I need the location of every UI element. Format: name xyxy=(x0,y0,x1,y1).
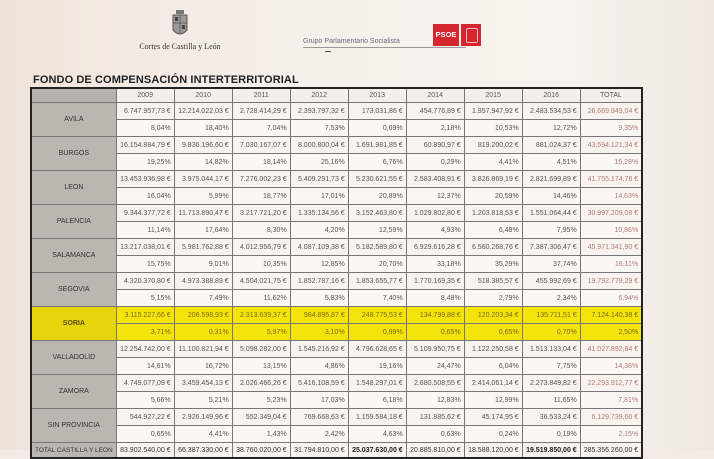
column-header: 2015 xyxy=(464,88,522,103)
amount-cell: 2.414.061,14 € xyxy=(464,375,522,392)
percent-cell: 0,99% xyxy=(348,324,406,341)
total-amount-cell: 41.027.892,84 € xyxy=(580,341,642,358)
amount-cell: 1.852.787,16 € xyxy=(290,273,348,290)
column-header: 2014 xyxy=(406,88,464,103)
percent-cell: 12,37% xyxy=(406,188,464,205)
amount-cell: 3.152.463,80 € xyxy=(348,205,406,222)
amount-cell: 7.030.167,07 € xyxy=(232,137,290,154)
amount-cell: 1.551.064,44 € xyxy=(522,205,580,222)
percent-cell: 18,40% xyxy=(174,120,232,137)
amount-cell: 2.583.408,91 € xyxy=(406,171,464,188)
amount-cell: 4.012.956,79 € xyxy=(232,239,290,256)
amount-cell: 552.349,04 € xyxy=(232,409,290,426)
percent-cell: 5,99% xyxy=(174,188,232,205)
percent-cell: 12,85% xyxy=(290,256,348,273)
percent-cell: 20,70% xyxy=(348,256,406,273)
percent-cell: 12,59% xyxy=(348,222,406,239)
table-row-amounts xyxy=(31,307,642,324)
column-header: 2009 xyxy=(116,88,174,103)
table-row-percents xyxy=(31,154,642,171)
percent-cell: 11,62% xyxy=(232,290,290,307)
table-row-amounts xyxy=(31,171,642,188)
amount-cell: 3.975.044,17 € xyxy=(174,171,232,188)
percent-cell: 10,53% xyxy=(464,120,522,137)
percent-cell: 15,75% xyxy=(116,256,174,273)
column-header: 2012 xyxy=(290,88,348,103)
percent-cell: 19,16% xyxy=(348,358,406,375)
column-header: 2016 xyxy=(522,88,580,103)
total-amount-cell: 25.037.630,00 € xyxy=(348,443,406,459)
rose-logo-icon xyxy=(461,24,481,46)
total-amount-cell: 45.971.341,90 € xyxy=(580,239,642,256)
amount-cell: 1.203.818,53 € xyxy=(464,205,522,222)
total-amount-cell: 19.519.850,00 € xyxy=(522,443,580,459)
province-label: AVILA xyxy=(31,103,116,137)
percent-cell: 4,86% xyxy=(290,358,348,375)
amount-cell: 2.393.797,32 € xyxy=(290,103,348,120)
amount-cell: 3.217.721,20 € xyxy=(232,205,290,222)
percent-cell: 0,19% xyxy=(522,426,580,443)
amount-cell: 6.560.268,76 € xyxy=(464,239,522,256)
amount-cell: 1.159.584,18 € xyxy=(348,409,406,426)
total-percent-cell: 14,38% xyxy=(580,358,642,375)
percent-cell: 9,01% xyxy=(174,256,232,273)
table-row-amounts xyxy=(31,375,642,392)
table-row-percents xyxy=(31,426,642,443)
percent-cell: 20,89% xyxy=(348,188,406,205)
percent-cell: 0,65% xyxy=(116,426,174,443)
percent-cell: 7,40% xyxy=(348,290,406,307)
column-header: 2011 xyxy=(232,88,290,103)
amount-cell: 5.098.282,00 € xyxy=(232,341,290,358)
percent-cell: 11,14% xyxy=(116,222,174,239)
percent-cell: 14,82% xyxy=(174,154,232,171)
percent-cell: 7,49% xyxy=(174,290,232,307)
amount-cell: 206.598,93 € xyxy=(174,307,232,324)
total-amount-cell: 43.594.121,34 € xyxy=(580,137,642,154)
amount-cell: 5.416.108,59 € xyxy=(290,375,348,392)
percent-cell: 6,18% xyxy=(348,392,406,409)
divider xyxy=(303,47,466,48)
percent-cell: 4,20% xyxy=(290,222,348,239)
amount-cell: 2.821.699,89 € xyxy=(522,171,580,188)
province-label: SALAMANCA xyxy=(31,239,116,273)
amount-cell: 5.409.291,73 € xyxy=(290,171,348,188)
amount-cell: 173.031,86 € xyxy=(348,103,406,120)
total-percent-cell: 16,11% xyxy=(580,256,642,273)
total-percent-cell: 2,15% xyxy=(580,426,642,443)
province-label: BURGOS xyxy=(31,137,116,171)
percent-cell: 3,10% xyxy=(290,324,348,341)
percent-cell: 0,29% xyxy=(406,154,464,171)
percent-cell: 12,99% xyxy=(464,392,522,409)
percent-cell: 35,29% xyxy=(464,256,522,273)
percent-cell: 16,04% xyxy=(116,188,174,205)
total-row xyxy=(31,443,642,459)
amount-cell: 8.000.800,04 € xyxy=(290,137,348,154)
province-label: LEON xyxy=(31,171,116,205)
table-row-amounts xyxy=(31,239,642,256)
amount-cell: 120.203,34 € xyxy=(464,307,522,324)
amount-cell: 881.024,37 € xyxy=(522,137,580,154)
total-percent-cell: 2,50% xyxy=(580,324,642,341)
province-label: PALENCIA xyxy=(31,205,116,239)
table-row-percents xyxy=(31,324,642,341)
percent-cell: 3,71% xyxy=(116,324,174,341)
amount-cell: 12.254.742,00 € xyxy=(116,341,174,358)
amount-cell: 518.385,57 € xyxy=(464,273,522,290)
amount-cell: 11.100.821,94 € xyxy=(174,341,232,358)
amount-cell: 984.895,87 € xyxy=(290,307,348,324)
table-row-amounts xyxy=(31,409,642,426)
amount-cell: 60.890,97 € xyxy=(406,137,464,154)
amount-cell: 5.109.950,75 € xyxy=(406,341,464,358)
percent-cell: 0,69% xyxy=(348,120,406,137)
total-percent-cell: 14,63% xyxy=(580,188,642,205)
divider-dash xyxy=(325,51,331,52)
total-amount-cell: 18.588.120,00 € xyxy=(464,443,522,459)
amount-cell: 12.214.022,03 € xyxy=(174,103,232,120)
amount-cell: 3.826.869,19 € xyxy=(464,171,522,188)
percent-cell: 18,77% xyxy=(232,188,290,205)
amount-cell: 36.533,24 € xyxy=(522,409,580,426)
total-percent-cell: 15,28% xyxy=(580,154,642,171)
percent-cell: 16,72% xyxy=(174,358,232,375)
table-row-percents xyxy=(31,290,642,307)
table-row-amounts xyxy=(31,341,642,358)
total-amount-cell: 66.387.330,00 € xyxy=(174,443,232,459)
amount-cell: 4.973.388,89 € xyxy=(174,273,232,290)
amount-cell: 6.747.957,73 € xyxy=(116,103,174,120)
amount-cell: 7.276.002,23 € xyxy=(232,171,290,188)
table-row-amounts xyxy=(31,205,642,222)
percent-cell: 13,15% xyxy=(232,358,290,375)
table-row-percents xyxy=(31,358,642,375)
column-header: TOTAL xyxy=(580,88,642,103)
amount-cell: 454.776,89 € xyxy=(406,103,464,120)
percent-cell: 12,83% xyxy=(406,392,464,409)
total-amount-cell: 83.902.540,00 € xyxy=(116,443,174,459)
amount-cell: 1.548.297,01 € xyxy=(348,375,406,392)
amount-cell: 2.026.466,26 € xyxy=(232,375,290,392)
percent-cell: 19,25% xyxy=(116,154,174,171)
amount-cell: 4.749.077,09 € xyxy=(116,375,174,392)
total-percent-cell: 10,86% xyxy=(580,222,642,239)
percent-cell: 7,75% xyxy=(522,358,580,375)
table-row-percents xyxy=(31,222,642,239)
percent-cell: 11,65% xyxy=(522,392,580,409)
percent-cell: 33,18% xyxy=(406,256,464,273)
province-label: ZAMORA xyxy=(31,375,116,409)
psoe-logo: PSOE xyxy=(433,24,459,46)
total-amount-cell: 22.293.912,77 € xyxy=(580,375,642,392)
percent-cell: 0,63% xyxy=(406,426,464,443)
percent-cell: 5,97% xyxy=(232,324,290,341)
header-row xyxy=(31,88,642,103)
province-label: SEGOVIA xyxy=(31,273,116,307)
province-label: SORIA xyxy=(31,307,116,341)
psoe-header xyxy=(303,27,463,47)
amount-cell: 5.981.762,88 € xyxy=(174,239,232,256)
fund-table xyxy=(30,87,643,459)
percent-cell: 17,03% xyxy=(290,392,348,409)
percent-cell: 7,53% xyxy=(290,120,348,137)
amount-cell: 1.853.655,77 € xyxy=(348,273,406,290)
percent-cell: 4,63% xyxy=(348,426,406,443)
amount-cell: 1.513.133,04 € xyxy=(522,341,580,358)
amount-cell: 455.992,69 € xyxy=(522,273,580,290)
percent-cell: 4,41% xyxy=(174,426,232,443)
percent-cell: 0,65% xyxy=(464,324,522,341)
total-percent-cell: 6,94% xyxy=(580,290,642,307)
amount-cell: 2.926.149,96 € xyxy=(174,409,232,426)
percent-cell: 20,59% xyxy=(464,188,522,205)
table-row-percents xyxy=(31,188,642,205)
percent-cell: 4,41% xyxy=(464,154,522,171)
amount-cell: 1.122.250,58 € xyxy=(464,341,522,358)
amount-cell: 5.230.621,55 € xyxy=(348,171,406,188)
table-row-percents xyxy=(31,256,642,273)
amount-cell: 3.115.227,66 € xyxy=(116,307,174,324)
percent-cell: 8,04% xyxy=(116,120,174,137)
percent-cell: 24,47% xyxy=(406,358,464,375)
amount-cell: 9.836.196,60 € xyxy=(174,137,232,154)
percent-cell: 0,70% xyxy=(522,324,580,341)
province-label: VALLADOLID xyxy=(31,341,116,375)
total-percent-cell: 9,35% xyxy=(580,120,642,137)
percent-cell: 7,95% xyxy=(522,222,580,239)
total-label: TOTAL CASTILLA Y LEON xyxy=(31,443,116,459)
percent-cell: 0,24% xyxy=(464,426,522,443)
amount-cell: 1.770.169,35 € xyxy=(406,273,464,290)
amount-cell: 4.320.370,80 € xyxy=(116,273,174,290)
amount-cell: 16.154.884,79 € xyxy=(116,137,174,154)
percent-cell: 5,21% xyxy=(174,392,232,409)
amount-cell: 1.545.216,92 € xyxy=(290,341,348,358)
percent-cell: 2,34% xyxy=(522,290,580,307)
total-amount-cell: 30.997.209,08 € xyxy=(580,205,642,222)
amount-cell: 2.728.414,29 € xyxy=(232,103,290,120)
amount-cell: 2.273.849,82 € xyxy=(522,375,580,392)
total-amount-cell: 285.356.260,00 € xyxy=(580,443,642,459)
total-amount-cell: 6.129.739,60 € xyxy=(580,409,642,426)
column-header: 2010 xyxy=(174,88,232,103)
table-row-amounts xyxy=(31,137,642,154)
amount-cell: 1.691.981,85 € xyxy=(348,137,406,154)
amount-cell: 134.799,88 € xyxy=(406,307,464,324)
percent-cell: 5,83% xyxy=(290,290,348,307)
table-row-amounts xyxy=(31,103,642,120)
percent-cell: 8,30% xyxy=(232,222,290,239)
amount-cell: 13.453.936,98 € xyxy=(116,171,174,188)
percent-cell: 5,23% xyxy=(232,392,290,409)
percent-cell: 12,72% xyxy=(522,120,580,137)
total-amount-cell: 41.755.174,76 € xyxy=(580,171,642,188)
corner-cell xyxy=(31,88,116,103)
amount-cell: 544.927,22 € xyxy=(116,409,174,426)
amount-cell: 4.504.021,75 € xyxy=(232,273,290,290)
percent-cell: 2,42% xyxy=(290,426,348,443)
amount-cell: 2.313.639,37 € xyxy=(232,307,290,324)
total-percent-cell: 7,81% xyxy=(580,392,642,409)
amount-cell: 13.217.038,01 € xyxy=(116,239,174,256)
cortes-header xyxy=(125,10,235,51)
amount-cell: 45.174,95 € xyxy=(464,409,522,426)
province-label: SIN PROVINCIA xyxy=(31,409,116,443)
amount-cell: 1.029.802,80 € xyxy=(406,205,464,222)
table-row-amounts xyxy=(31,273,642,290)
amount-cell: 4.796.628,65 € xyxy=(348,341,406,358)
amount-cell: 6.929.616,28 € xyxy=(406,239,464,256)
coat-of-arms-icon xyxy=(171,10,189,38)
cortes-label: Cortes de Castilla y León xyxy=(139,42,221,51)
total-amount-cell: 31.794.810,00 € xyxy=(290,443,348,459)
amount-cell: 7.387.306,47 € xyxy=(522,239,580,256)
percent-cell: 17,01% xyxy=(290,188,348,205)
total-amount-cell: 38.760.020,00 € xyxy=(232,443,290,459)
percent-cell: 6,76% xyxy=(348,154,406,171)
amount-cell: 135.711,51 € xyxy=(522,307,580,324)
table-row-percents xyxy=(31,392,642,409)
amount-cell: 3.459.454,13 € xyxy=(174,375,232,392)
amount-cell: 769.668,63 € xyxy=(290,409,348,426)
amount-cell: 11.713.890,47 € xyxy=(174,205,232,222)
amount-cell: 248.775,53 € xyxy=(348,307,406,324)
percent-cell: 0,65% xyxy=(406,324,464,341)
amount-cell: 2.483.534,53 € xyxy=(522,103,580,120)
amount-cell: 2.680.508,55 € xyxy=(406,375,464,392)
group-label: Grupo Parlamentario Socialista xyxy=(303,38,400,45)
percent-cell: 6,04% xyxy=(464,358,522,375)
percent-cell: 25,16% xyxy=(290,154,348,171)
percent-cell: 10,35% xyxy=(232,256,290,273)
amount-cell: 1.335.134,56 € xyxy=(290,205,348,222)
amount-cell: 9.344.377,72 € xyxy=(116,205,174,222)
amount-cell: 131.885,62 € xyxy=(406,409,464,426)
amount-cell: 1.957.947,92 € xyxy=(464,103,522,120)
percent-cell: 14,46% xyxy=(522,188,580,205)
percent-cell: 5,66% xyxy=(116,392,174,409)
percent-cell: 0,31% xyxy=(174,324,232,341)
percent-cell: 2,18% xyxy=(406,120,464,137)
percent-cell: 18,14% xyxy=(232,154,290,171)
percent-cell: 37,74% xyxy=(522,256,580,273)
percent-cell: 5,15% xyxy=(116,290,174,307)
percent-cell: 1,43% xyxy=(232,426,290,443)
percent-cell: 17,64% xyxy=(174,222,232,239)
total-amount-cell: 26.669.949,04 € xyxy=(580,103,642,120)
total-amount-cell: 20.885.810,00 € xyxy=(406,443,464,459)
percent-cell: 2,79% xyxy=(464,290,522,307)
document-title: FONDO DE COMPENSACIÓN INTERTERRITORIAL xyxy=(33,74,299,86)
percent-cell: 14,61% xyxy=(116,358,174,375)
amount-cell: 5.182.589,80 € xyxy=(348,239,406,256)
percent-cell: 8,48% xyxy=(406,290,464,307)
percent-cell: 6,48% xyxy=(464,222,522,239)
percent-cell: 7,04% xyxy=(232,120,290,137)
percent-cell: 4,93% xyxy=(406,222,464,239)
amount-cell: 4.087.109,38 € xyxy=(290,239,348,256)
total-amount-cell: 7.124.140,38 € xyxy=(580,307,642,324)
percent-cell: 4,51% xyxy=(522,154,580,171)
table-row-percents xyxy=(31,120,642,137)
column-header: 2013 xyxy=(348,88,406,103)
total-amount-cell: 19.792.779,29 € xyxy=(580,273,642,290)
amount-cell: 819.200,02 € xyxy=(464,137,522,154)
